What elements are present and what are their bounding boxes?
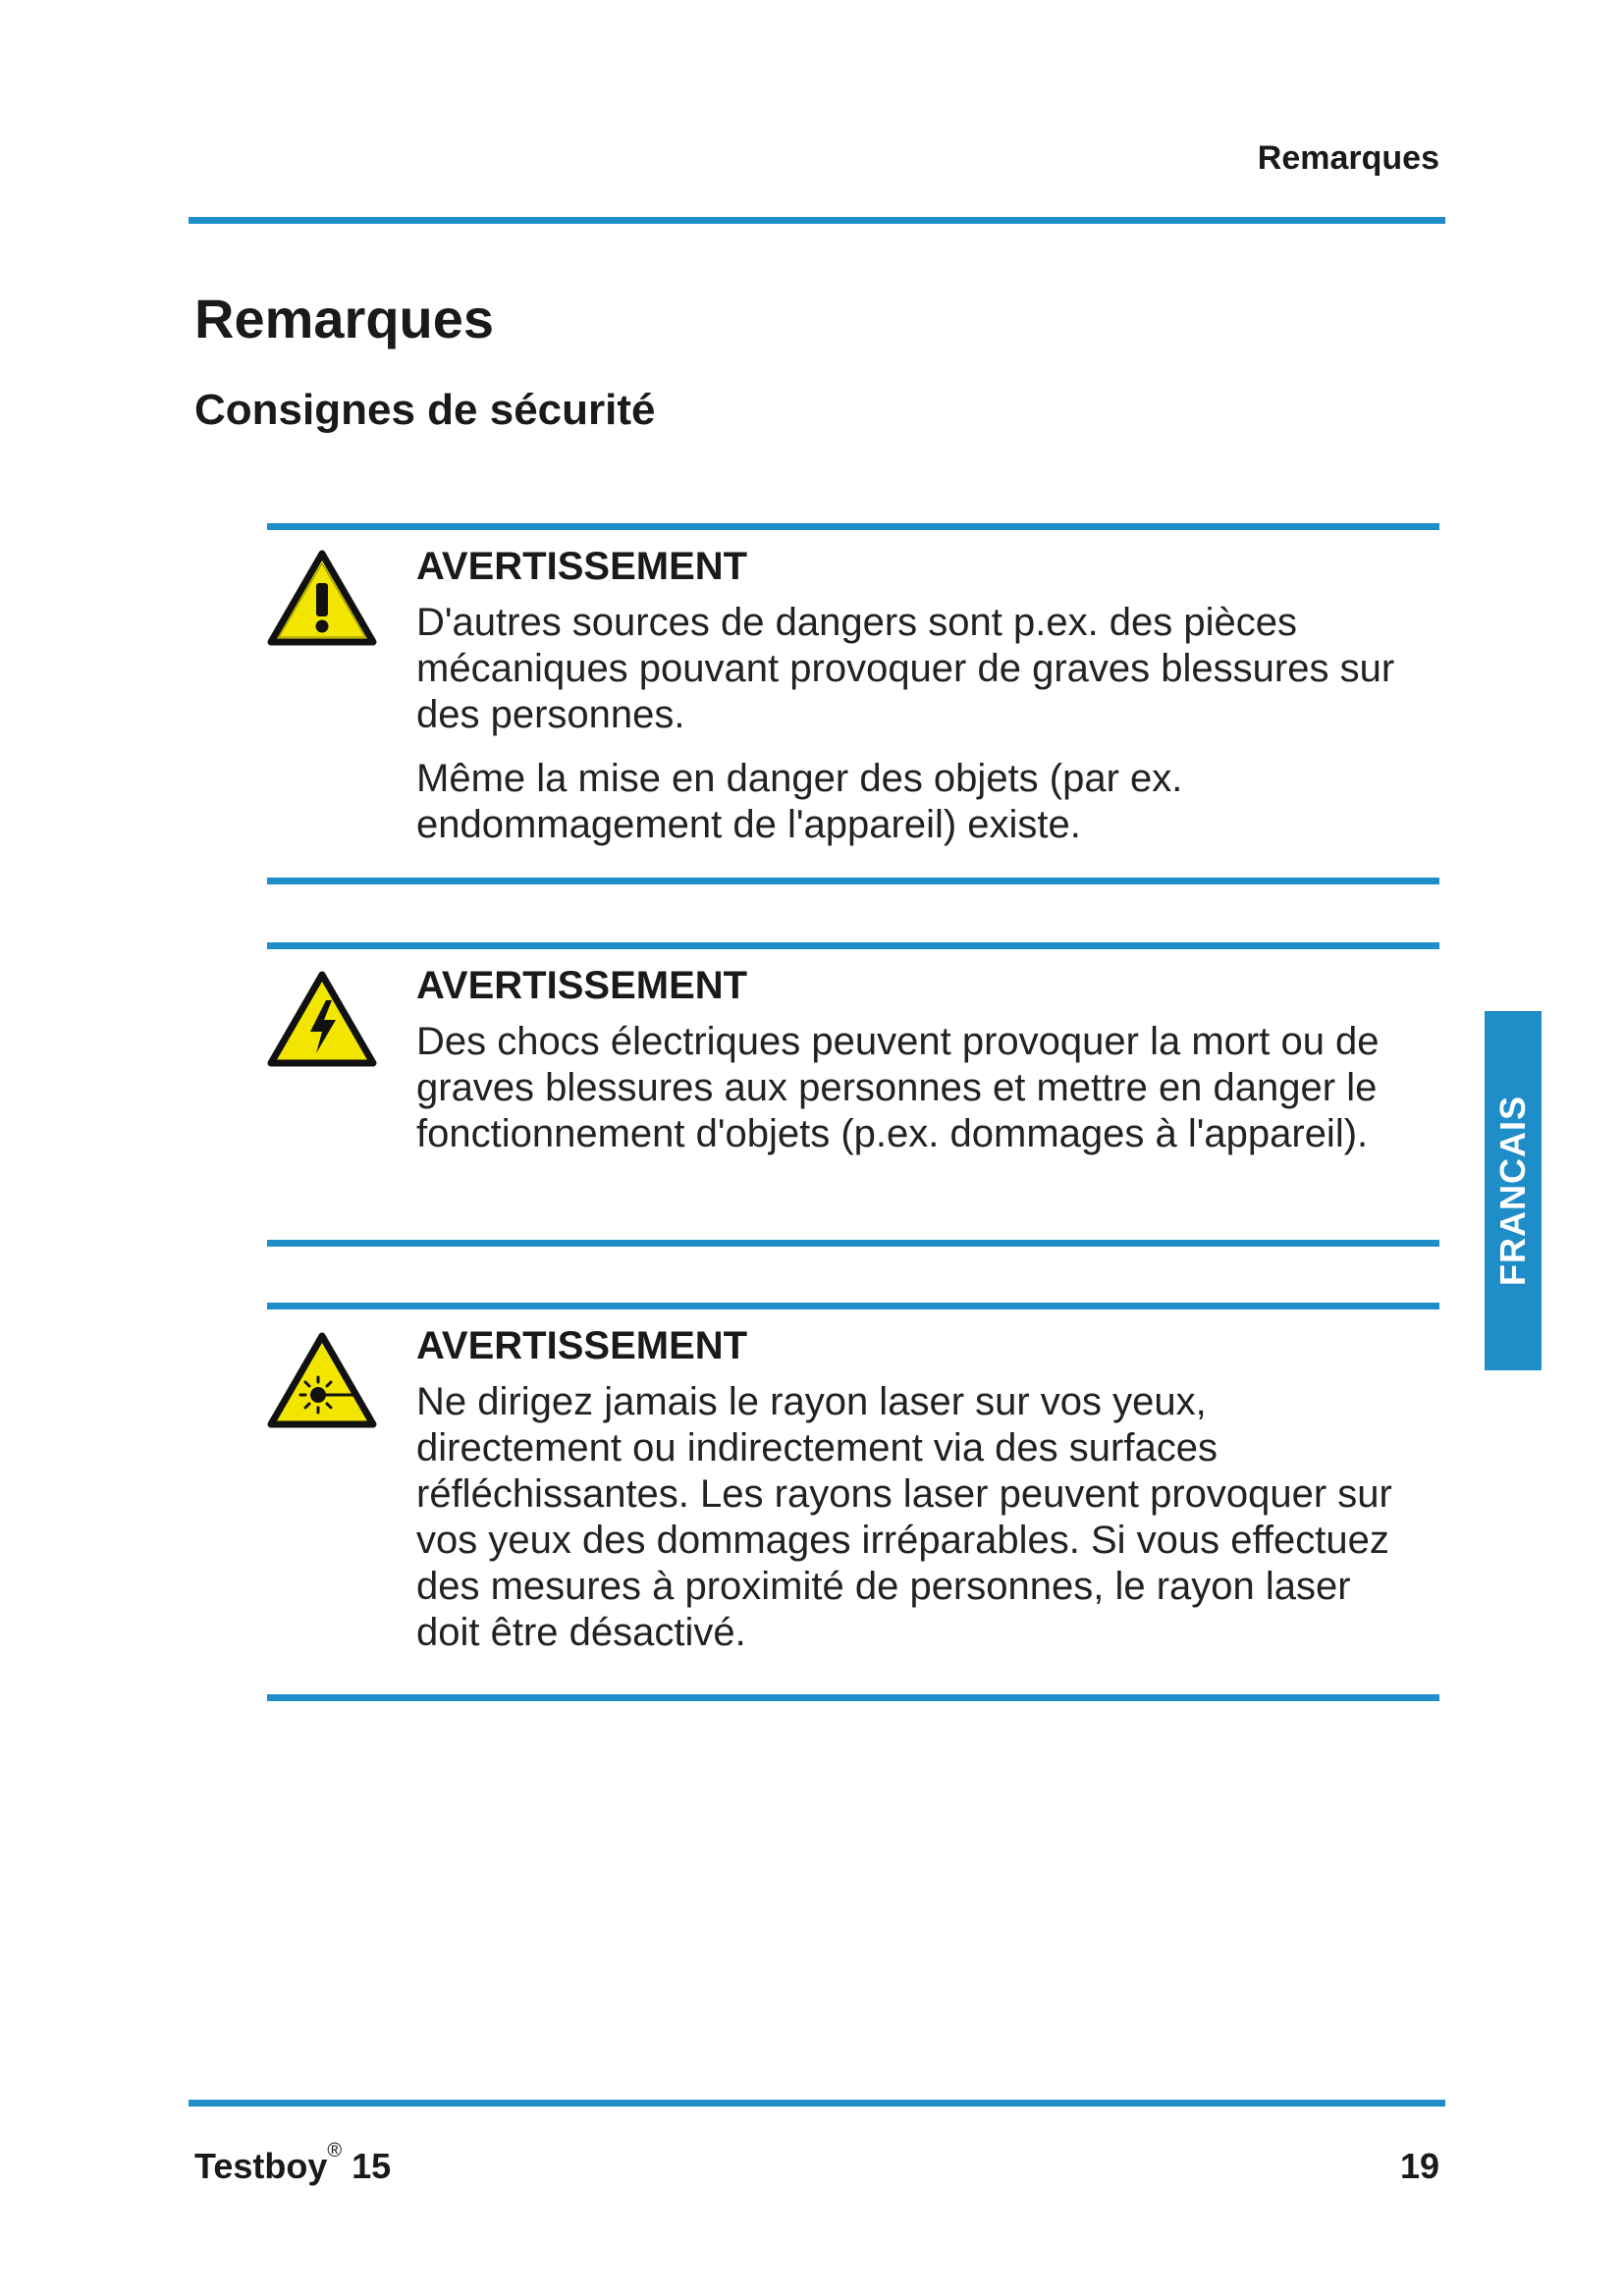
warning-block-electric <box>267 942 1439 1247</box>
language-side-tab-label: FRANCAIS <box>1492 1095 1533 1286</box>
warning-paragraph: Des chocs électriques peuvent provoquer la mort ou de graves blessures aux personnes et mettre en danger le fonctionnement d'objets (p.ex. dommages à l'appareil). <box>416 1020 1380 1155</box>
page-number: 19 <box>1399 2146 1439 2186</box>
warning-bottom-rule <box>267 878 1439 884</box>
warning-top-rule <box>267 523 1439 530</box>
registered-mark: ® <box>327 2140 343 2162</box>
laser-radiation-icon <box>267 1332 377 1428</box>
warning-bottom-rule <box>267 1694 1439 1701</box>
language-side-tab <box>1485 1011 1542 1370</box>
warning-content <box>416 962 1418 1175</box>
footer-model: 15 <box>352 2146 392 2186</box>
electric-shock-icon <box>267 971 377 1067</box>
warning-block-laser <box>267 1303 1439 1701</box>
warning-content <box>416 543 1418 866</box>
warning-top-rule <box>267 1303 1439 1309</box>
header-rule <box>189 217 1445 224</box>
general-warning-icon <box>267 550 377 646</box>
warning-paragraph: Ne dirigez jamais le rayon laser sur vos yeux, directement ou indirectement via des surfaces réfléchissantes. Les rayons laser peuvent provoquer sur vos yeux des dommages irréparables. Si vous effectuez des mesures à proximité de personnes, le rayon laser doit être désactivé. <box>416 1380 1392 1654</box>
footer-product-name: Testboy <box>194 2146 328 2186</box>
footer-product <box>194 2140 392 2187</box>
page-title: Remarques <box>194 288 495 349</box>
warning-top-rule <box>267 942 1439 949</box>
section-title: Consignes de sécurité <box>194 386 656 434</box>
warning-content <box>416 1322 1418 1674</box>
warning-heading: AVERTISSEMENT <box>416 964 748 1007</box>
warning-heading: AVERTISSEMENT <box>416 545 748 588</box>
running-header-title: Remarques <box>1257 139 1439 177</box>
warning-heading: AVERTISSEMENT <box>416 1324 748 1367</box>
warning-paragraph: D'autres sources de dangers sont p.ex. des pièces mécaniques pouvant provoquer de graves blessures sur des personnes. <box>416 601 1395 736</box>
warning-bottom-rule <box>267 1240 1439 1247</box>
warning-paragraph: Même la mise en danger des objets (par ex. endommagement de l'appareil) existe. <box>416 757 1183 846</box>
footer-rule <box>189 2100 1445 2107</box>
warning-block-mechanical <box>267 523 1439 884</box>
